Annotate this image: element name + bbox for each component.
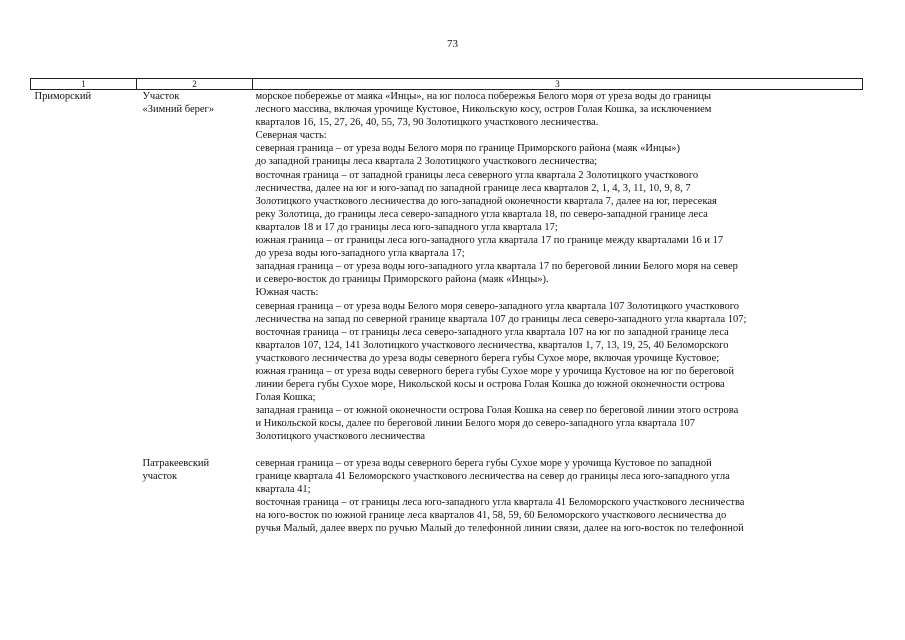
boundary-text-line: северная граница – от уреза воды северного берега губы Сухое море у урочища Кустовое по западной [255, 457, 712, 469]
boundary-text-line: морское побережье от маяка «Инцы», на юг полоса побережья Белого моря от уреза воды до границы [255, 91, 712, 102]
section-name-line: участок [142, 470, 178, 482]
boundary-text-line: реку Золотица, до границы леса северо-западного угла квартала 18, по северо-западной границе леса [255, 208, 708, 220]
section-cell [137, 457, 253, 536]
page-number: 73 [447, 38, 458, 50]
table-header-row [31, 79, 863, 90]
table-row [31, 457, 863, 536]
boundary-text-line: и Никольской косы, далее по береговой линии Белого моря до северо-западного угла квартала 107 [255, 418, 695, 430]
district-cell [31, 457, 137, 536]
boundary-text-line: западная граница – от южной оконечности острова Голая Кошка на север по береговой линии этого острова [255, 405, 739, 417]
boundary-text-line: кварталов 107, 124, 141 Золотицкого участкового лесничества, кварталов 1, 7, 13, 19, 25, 40 Беломорского [255, 339, 729, 351]
boundary-text-line: западная граница – от уреза воды юго-западного угла квартала 17 по береговой линии Белого моря на север [255, 261, 738, 273]
boundary-text-line: и северо-восток до границы Приморского района (маяк «Инцы»). [255, 274, 549, 286]
boundary-text-line: южная граница – от границы леса юго-западного угла квартала 17 по границе между кварталами 16 и 17 [255, 235, 724, 247]
section-name-line: Патракеевский [142, 457, 210, 469]
district-cell: Приморский [34, 91, 92, 102]
column-header-3: 3 [253, 79, 863, 90]
boundary-description-cell [253, 90, 863, 444]
boundary-text-line: Северная часть: [255, 130, 327, 142]
boundary-text-line: восточная граница – от западной границы леса северного угла квартала 2 Золотицкого участкового [255, 169, 699, 181]
boundary-text-line: квартала 41; [255, 483, 311, 495]
boundary-description-cell [253, 457, 863, 536]
column-header-2: 2 [137, 79, 253, 90]
section-cell [137, 90, 253, 444]
boundary-text-line: южная граница – от уреза воды северного берега губы Сухое море у урочища Кустовое на юг по береговой [255, 365, 734, 377]
boundary-text-line: до уреза воды юго-западного угла квартала 17; [255, 248, 465, 260]
boundary-text-line: Голая Кошка; [255, 392, 316, 404]
table-row [31, 90, 863, 444]
boundary-text-line: восточная граница – от границы леса северо-западного угла квартала 107 на юг по западной границе леса [255, 326, 729, 338]
boundary-text-line: кварталов 18 и 17 до границы леса юго-западного угла квартала 17; [255, 221, 558, 233]
boundary-text-line: Южная часть: [255, 287, 319, 299]
boundary-text-line: северная граница – от уреза воды Белого моря по границе Приморского района (маяк «Инцы») [255, 143, 681, 155]
boundary-text-line: Золотицкого участкового лесничества до юго-западной оконечности квартала 7, далее на юг, пересекая [255, 195, 717, 207]
boundary-text-line: лесного массива, включая урочище Кустовое, Никольскую косу, остров Голая Кошка, за исключением [255, 104, 712, 116]
boundary-text-line: лесничества на запад по северной границе квартала 107 до границы леса северо-западного угла квартала 107; [255, 313, 747, 325]
boundary-text-line: участкового лесничества до уреза воды северного берега губы Сухое море, включая урочище Кустовое; [255, 352, 720, 364]
boundary-text-line: на юго-восток по южной границе леса кварталов 41, 58, 59, 60 Беломорского участкового лесничества до [255, 509, 727, 521]
boundary-text-line: границе квартала 41 Беломорского участкового лесничества на север до границы леса юго-западного угла [255, 470, 730, 482]
boundary-text-line: до западной границы леса квартала 2 Золотицкого участкового лесничества; [255, 156, 598, 168]
boundary-text-line: восточная граница – от границы леса юго-западного угла квартала 41 Беломорского участкового лесничества [255, 496, 745, 508]
boundary-text-line: Золотицкого участкового лесничества [255, 431, 426, 443]
boundary-text-line: северная граница – от уреза воды Белого моря северо-западного угла квартала 107 Золотицкого участкового [255, 300, 739, 312]
section-name-line: Участок [142, 91, 180, 102]
section-name-line: «Зимний берег» [142, 104, 215, 116]
boundary-text-line: ручья Малый, далее вверх по ручью Малый до телефонной линии связи, далее на юго-восток по телефонной [255, 523, 744, 534]
boundary-text-line: кварталов 16, 15, 27, 26, 40, 55, 73, 90 Золотицкого участкового лесничества. [255, 117, 599, 129]
boundary-text-line: лесничества, далее на юг и юго-запад по западной границе леса кварталов 2, 1, 4, 3, 11, 10, 9, 8, 7 [255, 182, 691, 194]
boundary-text-line: линии берега губы Сухое море, Никольской косы и острова Голая Кошка до южной оконечности острова [255, 379, 725, 391]
boundaries-table [30, 78, 863, 535]
table-row-spacer [31, 444, 863, 457]
column-header-1: 1 [31, 79, 137, 90]
